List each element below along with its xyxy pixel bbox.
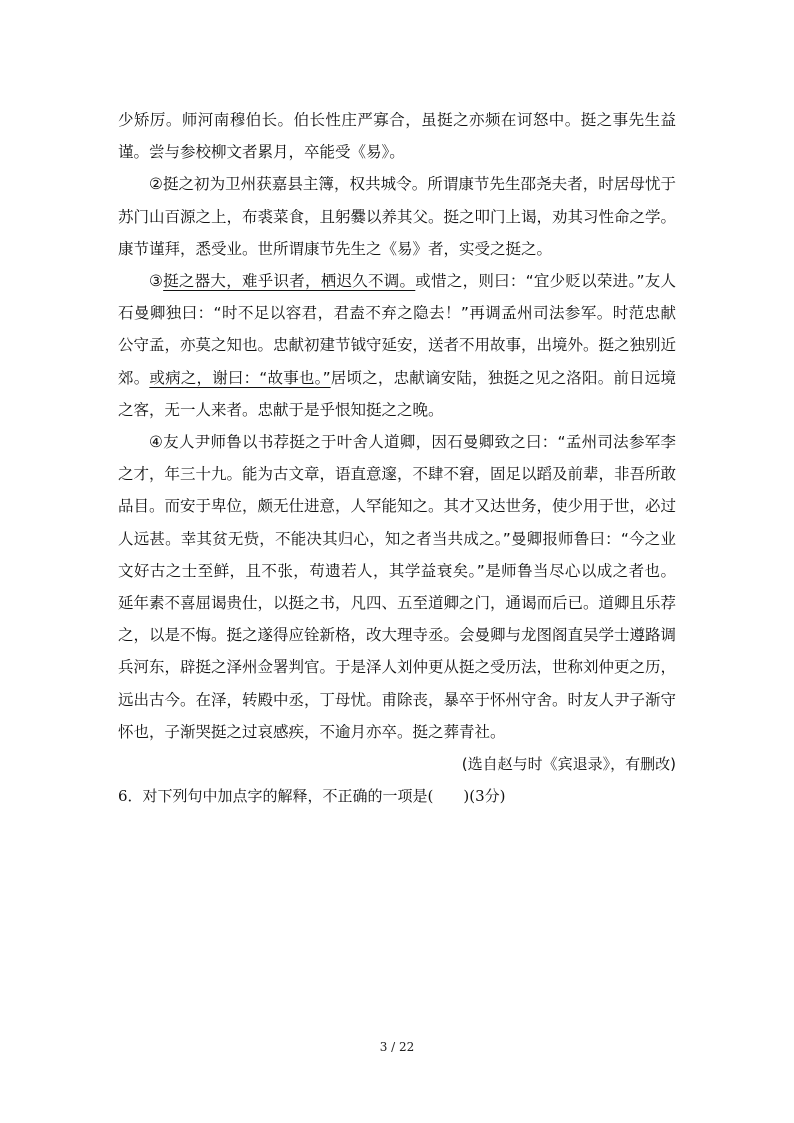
page-number: 3 / 22 — [379, 1040, 415, 1054]
underlined-sentence-1: 挺之器大，难乎识者，栖迟久不调。 — [163, 272, 416, 291]
paragraph-3-text-b: 居顷之，忠献谪安陆，独挺之见之洛阳。前日远境之客，无一人来者。忠献于是乎恨知挺之之晚。 — [118, 368, 676, 419]
underlined-sentence-2: 或病之，谢曰：“故事也。” — [149, 368, 331, 387]
paragraph-2: ②挺之初为卫州获嘉县主簿，权共城令。所谓康节先生邵尧夫者，时居母忧于苏门山百源之上，布裘菜食，且躬爨以养其父。挺之叩门上谒，劝其习性命之学。康节谨拜，悉受业。世所谓康节先生之《易》者，实受之挺之。 — [118, 175, 677, 258]
document-body — [118, 104, 676, 812]
paragraph-3-text-a: 或惜之，则曰：“宜少贬以荣进。”友人石曼卿独曰：“时不足以容君，君盍不弃之隐去！”再调孟州司法参军。时范忠献公守孟，亦莫之知也。忠献初建节钺守延安，送者不用故事，出境外。挺之独别近郊。 — [118, 272, 677, 387]
paragraph-3 — [118, 265, 676, 426]
paragraph-4: ④友人尹师鲁以书荐挺之于叶舍人道卿，因石曼卿致之曰：“孟州司法参军李之才，年三十九。能为古文章，语直意邃，不肆不窘，固足以蹈及前辈，非吾所敢品目。而安于卑位，颇无仕进意，人罕能知之。其才又达世务，使少用于世，必过人远甚。幸其贫无赀，不能决其归心，知之者当共成之。”曼卿报师鲁曰：“今之业文好古之士至鲜，且不张，苟遗若人，其学益衰矣。”是师鲁当尽心以成之者也。延年素不喜屈谒贵仕，以挺之书，凡四、五至道卿之门，通谒而后已。道卿且乐荐之，以是不悔。挺之遂得应铨新格，改大理寺丞。会曼卿与龙图阁直吴学士遵路调兵河东，辟挺之泽州佥署判官。于是泽人刘仲更从挺之受历法，世称刘仲更之历，远出古今。在泽，转殿中丞，丁母忧。甫除丧，暴卒于怀州守舍。时友人尹子渐守怀也，子渐哭挺之过哀感疾，不逾月亦卒。挺之葬青社。 — [118, 433, 677, 741]
source-citation: (选自赵与时《宾退录》，有删改) — [461, 755, 676, 774]
paragraph-1: 少矫厉。师河南穆伯长。伯长性庄严寡合，虽挺之亦频在诃怒中。挺之事先生益谨。尝与参校柳文者累月，卒能受《易》。 — [118, 111, 676, 162]
question-6: 6．对下列句中加点字的解释，不正确的一项是( )(3分) — [118, 787, 506, 806]
paragraph-3-marker: ③ — [149, 272, 164, 291]
